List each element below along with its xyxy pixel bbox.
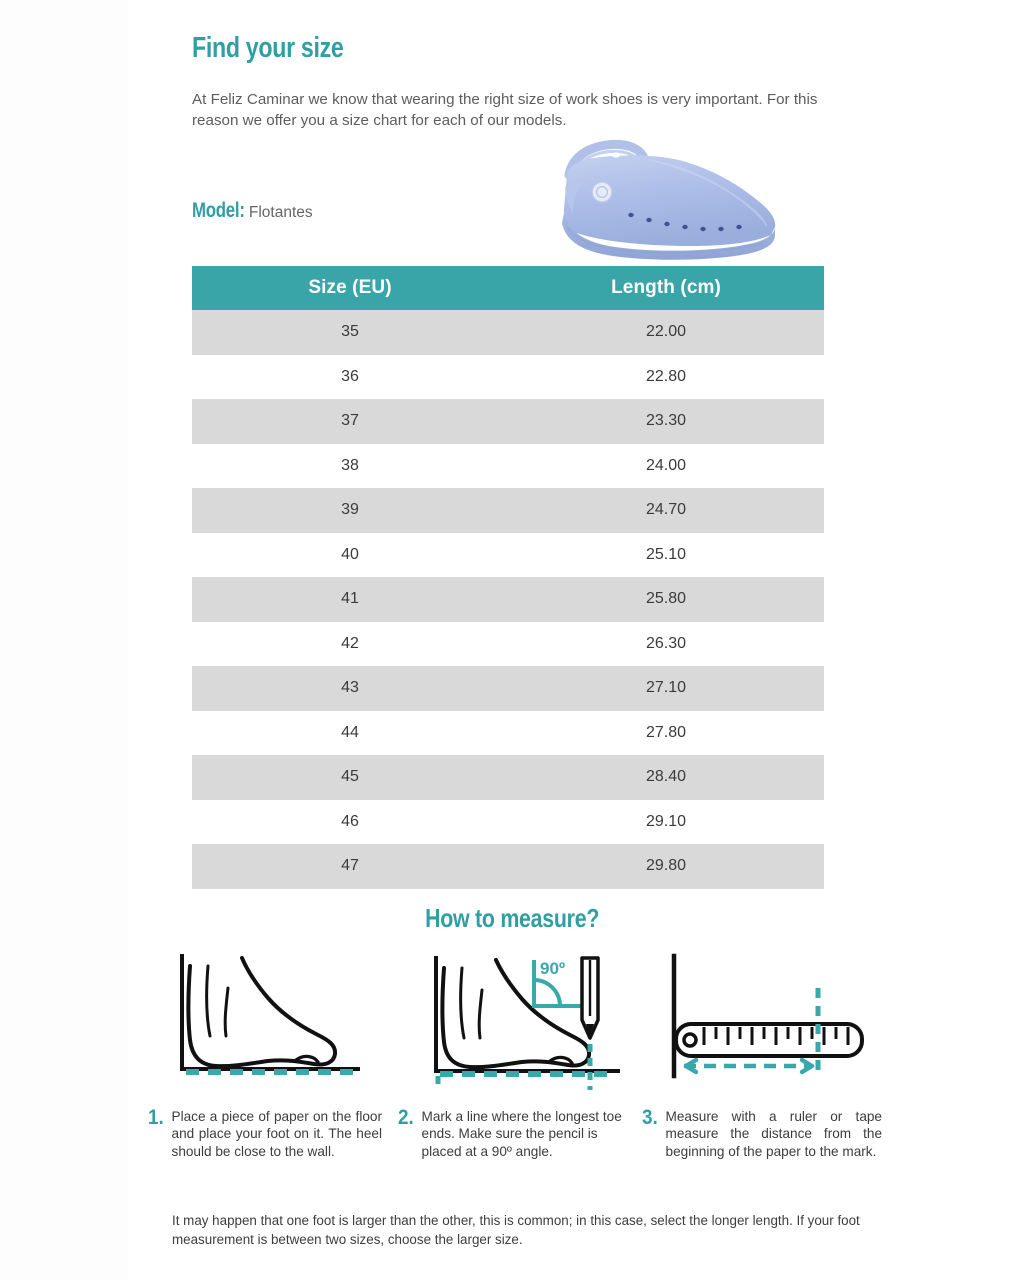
clog-shoe-image: [523, 131, 798, 261]
cell-size: 47: [192, 844, 508, 889]
table-row: [192, 310, 824, 355]
step-text: Mark a line where the longest toe ends. Make sure the pencil is placed at a 90º angle.: [421, 1109, 622, 1159]
cell-length: 22.00: [508, 310, 824, 355]
cell-size: 37: [192, 399, 508, 444]
step-text: Place a piece of paper on the floor and place your foot on it. The heel should be close to the wall.: [171, 1109, 382, 1159]
foot-against-wall-diagram: [168, 948, 383, 1093]
measure-step-3: [642, 1108, 882, 1160]
cell-size: 41: [192, 577, 508, 622]
table-row: [192, 533, 824, 578]
footnote: It may happen that one foot is larger than the other, this is common; in this case, select the longer length. If your foot measurement is between two sizes, choose the larger size.: [172, 1213, 860, 1247]
cell-length: 24.70: [508, 488, 824, 533]
cell-size: 40: [192, 533, 508, 578]
cell-length: 29.10: [508, 800, 824, 845]
cell-size: 45: [192, 755, 508, 800]
table-header-row: [192, 266, 824, 310]
size-chart-table: [192, 266, 824, 889]
table-row: [192, 622, 824, 667]
cell-size: 38: [192, 444, 508, 489]
measure-step-2: [398, 1108, 632, 1160]
cell-length: 27.10: [508, 666, 824, 711]
cell-size: 46: [192, 800, 508, 845]
ruler-measure-diagram: [660, 948, 885, 1093]
measure-steps: [148, 1108, 896, 1200]
table-row: [192, 444, 824, 489]
cell-size: 36: [192, 355, 508, 400]
table-body: [192, 310, 824, 889]
cell-length: 22.80: [508, 355, 824, 400]
cell-length: 24.00: [508, 444, 824, 489]
step-text: Measure with a ruler or tape measure the distance from the beginning of the paper to the mark.: [665, 1109, 882, 1159]
page-title: Find your size: [192, 32, 344, 64]
cell-length: 23.30: [508, 399, 824, 444]
intro-paragraph: At Feliz Caminar we know that wearing the right size of work shoes is very important. For this reason we offer you a size chart for each of our models.: [192, 91, 818, 129]
model-label: Model:: [192, 199, 245, 222]
how-to-measure-heading: [0, 903, 1024, 934]
foot-pencil-90-degree-diagram: [422, 948, 637, 1093]
model-value: Flotantes: [248, 204, 313, 221]
cell-length: 29.80: [508, 844, 824, 889]
cell-length: 25.80: [508, 577, 824, 622]
step-number: 2.: [398, 1106, 414, 1129]
cell-size: 42: [192, 622, 508, 667]
cell-length: 27.80: [508, 711, 824, 756]
how-to-measure-heading-text: How to measure?: [424, 903, 600, 933]
table-row: [192, 755, 824, 800]
cell-length: 25.10: [508, 533, 824, 578]
angle-label: 90º: [540, 959, 566, 978]
table-row: [192, 844, 824, 889]
table-row: [192, 800, 824, 845]
step-number: 1.: [148, 1106, 164, 1129]
column-header-length: Length (cm): [508, 266, 824, 310]
measure-diagrams: [150, 948, 895, 1093]
table-row: [192, 666, 824, 711]
table-row: [192, 355, 824, 400]
cell-length: 28.40: [508, 755, 824, 800]
cell-size: 39: [192, 488, 508, 533]
table-row: [192, 711, 824, 756]
column-header-size: Size (EU): [192, 266, 508, 310]
cell-length: 26.30: [508, 622, 824, 667]
cell-size: 43: [192, 666, 508, 711]
step-number: 3.: [642, 1106, 658, 1129]
table-row: [192, 577, 824, 622]
table-row: [192, 488, 824, 533]
table-row: [192, 399, 824, 444]
cell-size: 35: [192, 310, 508, 355]
cell-size: 44: [192, 711, 508, 756]
model-row: [192, 199, 313, 223]
measure-step-1: [148, 1108, 382, 1160]
